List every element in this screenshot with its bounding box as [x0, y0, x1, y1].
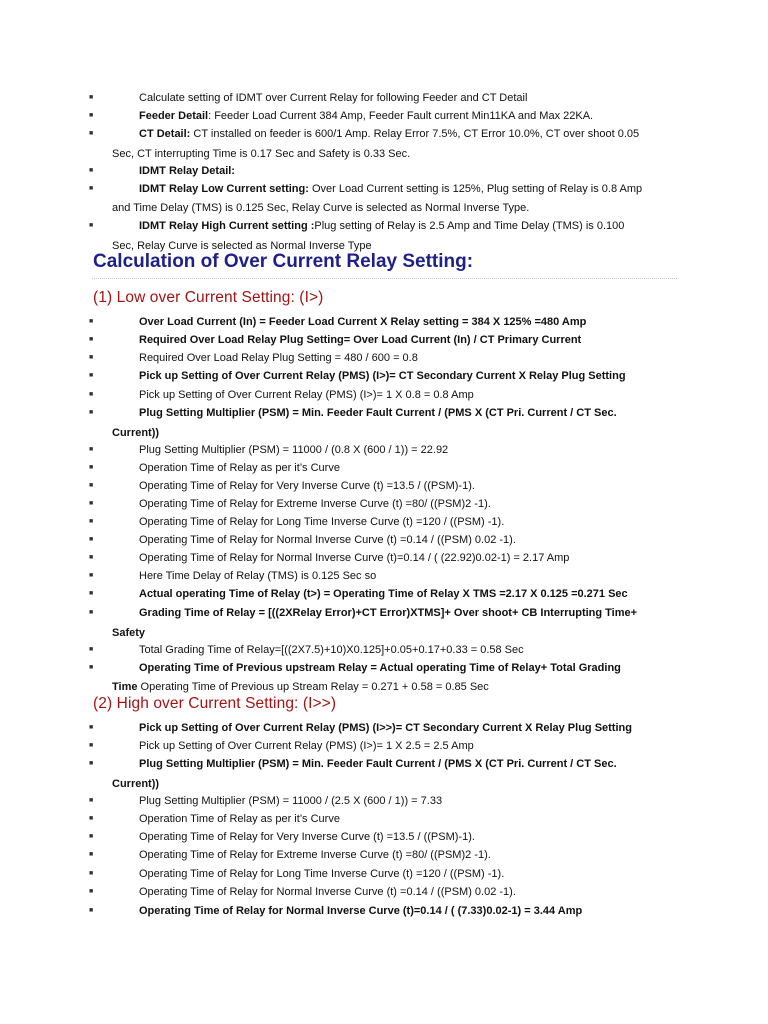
bullet-icon: ■ [89, 554, 94, 561]
list-item-text: Operating Time of Relay for Extreme Inverse Curve (t) =80/ ((PSM)2 -1). [139, 498, 491, 510]
list-item-bold: Pick up Setting of Over Current Relay (PMS) (I>>)= CT Secondary Current X Relay Plug Setting [139, 722, 632, 734]
list-item-bold: Safety [112, 627, 146, 639]
list-item-bold: Time [112, 681, 138, 693]
bullet-icon: ■ [89, 185, 94, 192]
list-item-text: Pick up Setting of Over Current Relay (PMS) (I>)= 1 X 0.8 = 0.8 Amp [139, 389, 474, 401]
list-item-text: Sec, Relay Curve is selected as Normal Inverse Type [112, 240, 372, 252]
list-item-text: Operating Time of Relay for Very Inverse Curve (t) =13.5 / ((PSM)-1). [139, 831, 475, 843]
list-item-text: : Feeder Load Current 384 Amp, Feeder Fault current Min11KA and Max 22KA. [208, 110, 594, 122]
list-item-bold: Operating Time of Previous upstream Relay = Actual operating Time of Relay+ Total Grading [139, 662, 621, 674]
list-item-text: Operation Time of Relay as per it’s Curve [139, 462, 340, 474]
list-item-bold: Actual operating Time of Relay (t>) = Operating Time of Relay X TMS =2.17 X 0.125 =0.271 Sec [139, 588, 628, 600]
bullet-icon: ■ [89, 888, 94, 895]
list-item-text: Plug Setting Multiplier (PSM) = 11000 / (2.5 X (600 / 1)) = 7.33 [139, 795, 443, 807]
list-item-bold: IDMT Relay Low Current setting: [139, 183, 309, 195]
list-item-bold: Pick up Setting of Over Current Relay (PMS) (I>)= CT Secondary Current X Relay Plug Setting [139, 370, 626, 382]
bullet-icon: ■ [89, 354, 94, 361]
list-item-text: Here Time Delay of Relay (TMS) is 0.125 Sec so [139, 570, 377, 582]
list-item-bold: IDMT Relay Detail: [139, 165, 235, 177]
bullet-icon: ■ [89, 167, 94, 174]
bullet-icon: ■ [89, 724, 94, 731]
bullet-icon: ■ [89, 851, 94, 858]
list-item-bold: Required Over Load Relay Plug Setting= Over Load Current (In) / CT Primary Current [139, 334, 582, 346]
bullet-icon: ■ [89, 646, 94, 653]
list-item-text: CT installed on feeder is 600/1 Amp. Relay Error 7.5%, CT Error 10.0%, CT over shoot 0.05 [190, 128, 640, 140]
bullet-icon: ■ [89, 409, 94, 416]
list-item-bold: Over Load Current (In) = Feeder Load Current X Relay setting = 384 X 125% =480 Amp [139, 316, 587, 328]
section-title: (2) High over Current Setting: (I>>) [93, 695, 337, 712]
bullet-icon: ■ [89, 815, 94, 822]
list-item-text: Total Grading Time of Relay=[((2X7.5)+10)X0.125]+0.05+0.17+0.33 = 0.58 Sec [139, 644, 524, 656]
list-item-text: Operating Time of Relay for Normal Inverse Curve (t)=0.14 / ( (22.92)0.02-1) = 2.17 Amp [139, 552, 570, 564]
list-item-text: Operating Time of Previous up Stream Relay = 0.271 + 0.58 = 0.85 Sec [137, 681, 489, 693]
bullet-icon: ■ [89, 94, 94, 101]
list-item-text: Operation Time of Relay as per it’s Curve [139, 813, 340, 825]
list-item-text: Over Load Current setting is 125%, Plug setting of Relay is 0.8 Amp [308, 183, 643, 195]
bullet-icon: ■ [89, 664, 94, 671]
bullet-icon: ■ [89, 112, 94, 119]
bullet-icon: ■ [89, 572, 94, 579]
list-item-bold: Grading Time of Relay = [((2XRelay Error)+CT Error)XTMS]+ Over shoot+ CB Interrupting Time+ [139, 607, 638, 619]
list-item-text: Operating Time of Relay for Normal Inverse Curve (t) =0.14 / ((PSM) 0.02 -1). [139, 886, 516, 898]
list-item-bold: Plug Setting Multiplier (PSM) = Min. Feeder Fault Current / (PMS X (CT Pri. Current / CT Sec. [139, 407, 617, 419]
list-item-text: Calculate setting of IDMT over Current Relay for following Feeder and CT Detail [139, 92, 528, 104]
list-item-bold: Current)) [112, 427, 160, 439]
list-item-text: Operating Time of Relay for Long Time Inverse Curve (t) =120 / ((PSM) -1). [139, 868, 505, 880]
bullet-icon: ■ [89, 500, 94, 507]
list-item-text: Operating Time of Relay for Long Time Inverse Curve (t) =120 / ((PSM) -1). [139, 516, 505, 528]
bullet-icon: ■ [89, 518, 94, 525]
list-item-bold: Plug Setting Multiplier (PSM) = Min. Feeder Fault Current / (PMS X (CT Pri. Current / CT Sec. [139, 758, 617, 770]
list-item-text: and Time Delay (TMS) is 0.125 Sec, Relay Curve is selected as Normal Inverse Type. [112, 202, 530, 214]
bullet-icon: ■ [89, 590, 94, 597]
divider [92, 278, 677, 279]
list-item-text: Operating Time of Relay for Extreme Inverse Curve (t) =80/ ((PSM)2 -1). [139, 849, 491, 861]
list-item-text: Pick up Setting of Over Current Relay (PMS) (I>)= 1 X 2.5 = 2.5 Amp [139, 740, 474, 752]
list-item-text: Operating Time of Relay for Normal Inverse Curve (t) =0.14 / ((PSM) 0.02 -1). [139, 534, 516, 546]
bullet-icon: ■ [89, 609, 94, 616]
bullet-icon: ■ [89, 372, 94, 379]
list-item-bold: IDMT Relay High Current setting : [139, 220, 315, 232]
list-item-text: Operating Time of Relay for Very Inverse Curve (t) =13.5 / ((PSM)-1). [139, 480, 475, 492]
list-item-bold: Current)) [112, 778, 160, 790]
bullet-icon: ■ [89, 536, 94, 543]
bullet-icon: ■ [89, 482, 94, 489]
bullet-icon: ■ [89, 130, 94, 137]
list-item-bold: Feeder Detail [139, 110, 209, 122]
page-heading: Calculation of Over Current Relay Setting: [93, 251, 474, 272]
list-item-text: Plug Setting Multiplier (PSM) = 11000 / (0.8 X (600 / 1)) = 22.92 [139, 444, 449, 456]
bullet-icon: ■ [89, 446, 94, 453]
bullet-icon: ■ [89, 797, 94, 804]
bullet-icon: ■ [89, 336, 94, 343]
list-item-text: Sec, CT interrupting Time is 0.17 Sec and Safety is 0.33 Sec. [112, 148, 411, 160]
list-item-text: Required Over Load Relay Plug Setting = 480 / 600 = 0.8 [139, 352, 418, 364]
bullet-icon: ■ [89, 870, 94, 877]
section-title: (1) Low over Current Setting: (I>) [93, 289, 324, 306]
bullet-icon: ■ [89, 760, 94, 767]
list-item-bold: CT Detail: [139, 128, 191, 140]
list-item-text: Plug setting of Relay is 2.5 Amp and Time Delay (TMS) is 0.100 [314, 220, 625, 232]
bullet-icon: ■ [89, 833, 94, 840]
list-item-bold: Operating Time of Relay for Normal Inverse Curve (t)=0.14 / ( (7.33)0.02-1) = 3.44 Amp [139, 905, 583, 917]
bullet-icon: ■ [89, 907, 94, 914]
bullet-icon: ■ [89, 742, 94, 749]
bullet-icon: ■ [89, 318, 94, 325]
bullet-icon: ■ [89, 391, 94, 398]
bullet-icon: ■ [89, 222, 94, 229]
bullet-icon: ■ [89, 464, 94, 471]
